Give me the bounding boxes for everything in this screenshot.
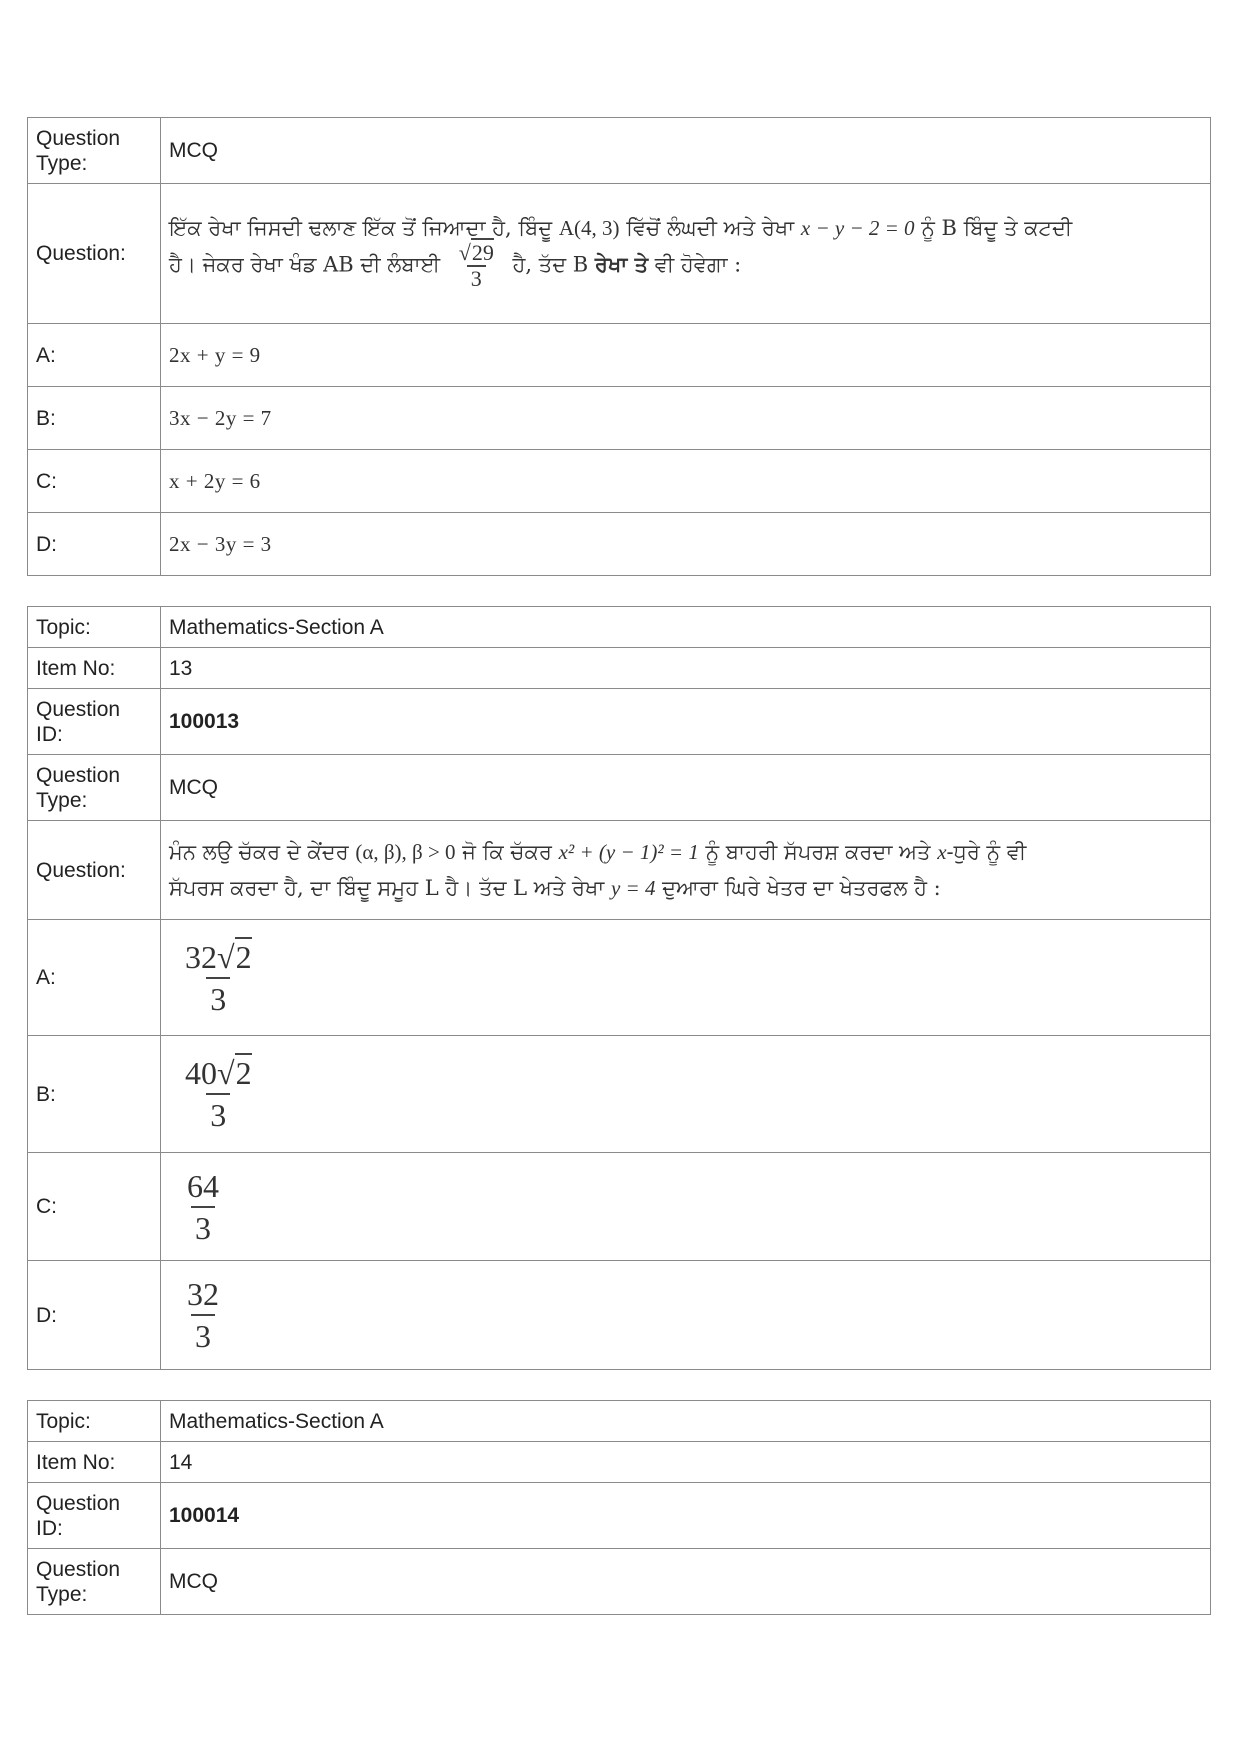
question-type-value: MCQ — [161, 755, 1211, 821]
line-equation: x − y − 2 = 0 — [800, 216, 915, 240]
question-text-part: ਸੱਪਰਸ ਕਰਦਾ ਹੈ, ਦਾ ਬਿੰਦੂ ਸਮੂਹ L ਹੈ। ਤੱਦ L ਅਤੇ ਰੇਖਾ — [169, 876, 605, 900]
option-value — [161, 1153, 1211, 1261]
fraction-denominator: 3 — [467, 265, 486, 291]
fraction-denominator: 3 — [206, 977, 230, 1019]
fraction-denominator: 3 — [191, 1314, 215, 1356]
radicand: 2 — [235, 1055, 252, 1091]
question-id-label: Question ID: — [28, 1483, 161, 1549]
question-type-label: Question Type: — [28, 755, 161, 821]
question-text-part: ਨੂੰ B ਬਿੰਦੂ ਤੇ ਕਟਦੀ — [921, 216, 1073, 240]
fraction-denominator: 3 — [191, 1206, 215, 1248]
question-text-part: ਵਿੱਚੋਂ ਲੰਘਦੀ ਅਤੇ ਰੇਖਾ — [626, 216, 795, 240]
fraction-numerator: 29 — [471, 240, 494, 265]
option-value: 3x − 2y = 7 — [161, 387, 1211, 450]
option-value — [161, 1036, 1211, 1153]
question-type-value: MCQ — [161, 118, 1211, 184]
length-fraction — [455, 241, 498, 291]
option-fraction — [183, 1274, 223, 1356]
question-line-1 — [169, 216, 1202, 241]
option-label: C: — [28, 1153, 161, 1261]
item-no-label: Item No: — [28, 648, 161, 689]
topic-label: Topic: — [28, 607, 161, 648]
question-text — [161, 821, 1211, 920]
option-value: 2x − 3y = 3 — [161, 513, 1211, 576]
question-type-value: MCQ — [161, 1549, 1211, 1615]
fraction-numerator: 32 — [187, 1276, 219, 1312]
option-row-d — [28, 1261, 1211, 1370]
option-label: C: — [28, 450, 161, 513]
question-text-part: ਹੈ, ਤੱਦ B — [512, 252, 589, 277]
option-row-c — [28, 1153, 1211, 1261]
question-text-part: ਇੱਕ ਰੇਖਾ ਜਿਸਦੀ ਢਲਾਣ ਇੱਕ ਤੋਂ ਜਿਆਦਾ ਹੈ, ਬਿੰਦੂ — [169, 216, 553, 240]
item-no-label: Item No: — [28, 1442, 161, 1483]
topic-row — [28, 1401, 1211, 1442]
fraction-coefficient: 32 — [185, 938, 217, 975]
radicand: 2 — [235, 938, 252, 975]
axis-variable: x — [937, 840, 947, 864]
question-type-row — [28, 755, 1211, 821]
option-row-a — [28, 920, 1211, 1036]
option-label: A: — [28, 324, 161, 387]
item-no-value: 13 — [161, 648, 1211, 689]
option-row-d — [28, 513, 1211, 576]
fraction-denominator: 3 — [206, 1093, 230, 1135]
item-no-row — [28, 648, 1211, 689]
question-block-12 — [27, 117, 1211, 576]
item-no-row — [28, 1442, 1211, 1483]
option-label: D: — [28, 1261, 161, 1370]
option-row-b — [28, 387, 1211, 450]
sqrt-sign: √ — [458, 240, 471, 265]
option-fraction — [181, 1053, 256, 1135]
center-expression: (α, β), β > 0 — [355, 840, 456, 864]
question-label: Question: — [28, 821, 161, 920]
question-row — [28, 184, 1211, 324]
option-row-a — [28, 324, 1211, 387]
circle-equation: x² + (y − 1)² = 1 — [558, 840, 699, 864]
question-text-part: -ਧੁਰੇ ਨੂੰ ਵੀ — [946, 840, 1027, 864]
question-text-part: ਹੈ। ਜੇਕਰ ਰੇਖਾ ਖੰਡ AB ਦੀ ਲੰਬਾਈ — [169, 252, 441, 277]
question-type-label: Question Type: — [28, 1549, 161, 1615]
option-value — [161, 1261, 1211, 1370]
fraction-coefficient: 40 — [185, 1055, 217, 1091]
sqrt-sign: √ — [217, 938, 235, 975]
question-line-1 — [169, 834, 1202, 870]
question-line-2 — [169, 870, 1202, 906]
question-row — [28, 821, 1211, 920]
point-a: A(4, 3) — [558, 216, 620, 240]
question-text-part: ਵੀ ਹੋਵੇਗਾ : — [654, 252, 742, 277]
option-fraction — [181, 937, 256, 1019]
question-bold-text: ਰੇਖਾ ਤੇ — [594, 251, 649, 277]
question-text-part: ਜੋ ਕਿ ਚੱਕਰ — [462, 840, 552, 864]
question-id-row — [28, 1483, 1211, 1549]
question-type-label: Question Type: — [28, 118, 161, 184]
question-id-label: Question ID: — [28, 689, 161, 755]
question-text-part: ਮੰਨ ਲਉ ਚੱਕਰ ਦੇ ਕੇਂਦਰ — [169, 840, 349, 864]
option-label: B: — [28, 1036, 161, 1153]
topic-value: Mathematics-Section A — [161, 1401, 1211, 1442]
option-label: B: — [28, 387, 161, 450]
topic-label: Topic: — [28, 1401, 161, 1442]
option-row-c — [28, 450, 1211, 513]
question-block-13 — [27, 606, 1211, 1370]
question-text-part: ਨੂੰ ਬਾਹਰੀ ਸੱਪਰਸ਼ ਕਰਦਾ ਅਤੇ — [705, 840, 931, 864]
fraction-numerator: 64 — [187, 1167, 219, 1204]
question-block-14 — [27, 1400, 1211, 1615]
question-type-row — [28, 118, 1211, 184]
topic-row — [28, 607, 1211, 648]
option-fraction — [183, 1166, 223, 1248]
topic-value: Mathematics-Section A — [161, 607, 1211, 648]
sqrt-sign: √ — [217, 1055, 235, 1091]
option-value: x + 2y = 6 — [161, 450, 1211, 513]
option-row-b — [28, 1036, 1211, 1153]
question-text-part: ਦੁਆਰਾ ਘਿਰੇ ਖੇਤਰ ਦਾ ਖੇਤਰਫਲ ਹੈ : — [662, 876, 941, 900]
option-value: 2x + y = 9 — [161, 324, 1211, 387]
option-label: A: — [28, 920, 161, 1036]
question-text — [161, 184, 1211, 324]
question-line-2 — [169, 241, 1202, 291]
option-label: D: — [28, 513, 161, 576]
question-id-value: 100013 — [161, 689, 1211, 755]
option-value — [161, 920, 1211, 1036]
question-label: Question: — [28, 184, 161, 324]
question-type-row — [28, 1549, 1211, 1615]
question-id-value: 100014 — [161, 1483, 1211, 1549]
item-no-value: 14 — [161, 1442, 1211, 1483]
question-id-row — [28, 689, 1211, 755]
line-equation: y = 4 — [610, 876, 656, 900]
